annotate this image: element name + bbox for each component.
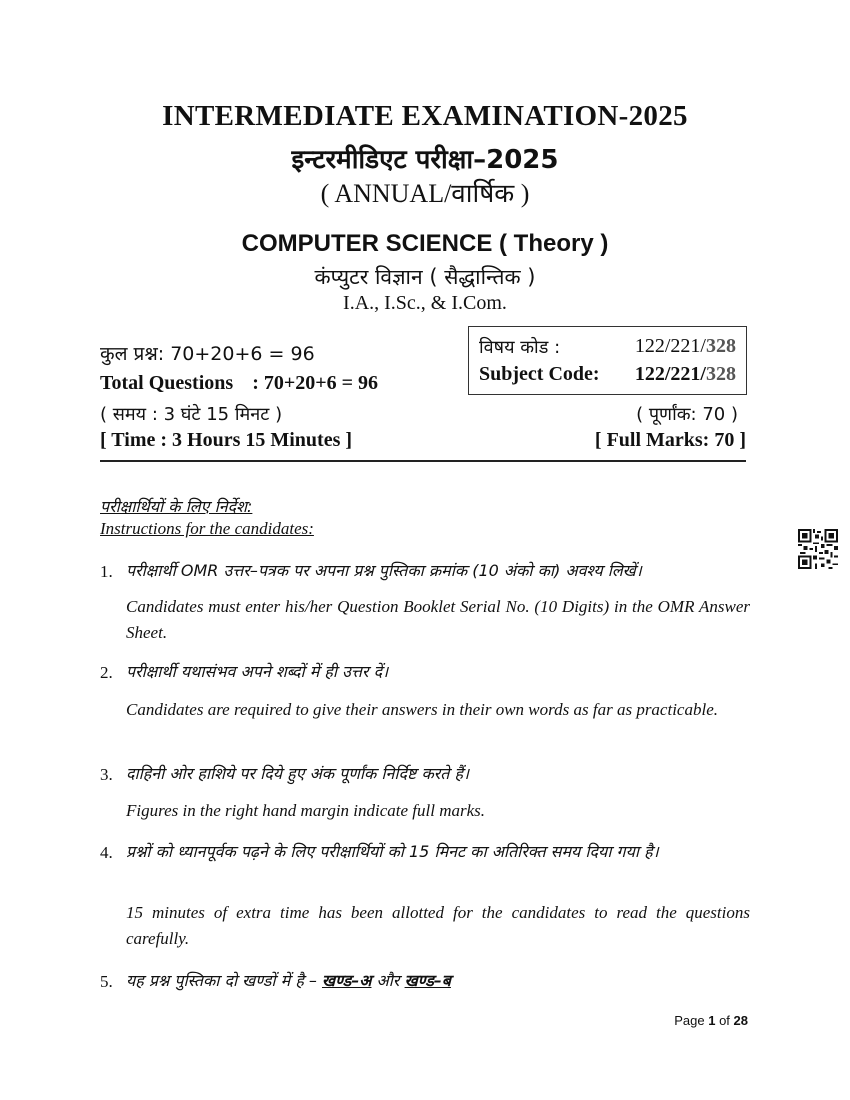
- instruction-1-hindi: परीक्षार्थी OMR उत्तर–पत्रक पर अपना प्रश्न पुस्तिका क्रमांक (10 अंको का) अवश्य लिखें।: [126, 561, 642, 580]
- time-hindi: ( समय : 3 घंटे 15 मिनट ): [100, 404, 283, 425]
- total-questions-english: [100, 372, 378, 395]
- instruction-2-hindi: परीक्षार्थी यथासंभव अपने शब्दों में ही उत्तर दें।: [126, 662, 389, 681]
- instruction-2-english: Candidates are required to give their answers in their own words as far as practicable.: [126, 700, 718, 719]
- exam-title-hindi: इन्टरमीडिएट परीक्षा–2025: [291, 145, 559, 175]
- instruction-number: 2.: [100, 663, 113, 682]
- section-b-label: खण्ड–ब: [404, 971, 451, 990]
- subject-name-english: COMPUTER SCIENCE ( Theory ): [241, 230, 609, 257]
- page-total: 28: [733, 1013, 748, 1028]
- instruction-3-english: Figures in the right hand margin indicate full marks.: [126, 801, 486, 820]
- instruction-5-prefix: यह प्रश्न पुस्तिका दो खण्डों में है –: [126, 971, 322, 990]
- instruction-5-and: और: [371, 971, 405, 990]
- header-divider: [100, 460, 746, 462]
- subject-code-box: [468, 326, 747, 395]
- instruction-4-hindi: प्रश्नों को ध्यानपूर्वक पढ़ने के लिए परीक्षार्थियों को 15 मिनट का अतिरिक्त समय दिया गया है।: [126, 842, 659, 861]
- subject-code-label-english: Subject Code:: [479, 363, 600, 385]
- subject-code-suffix-en: 328: [706, 363, 736, 385]
- total-questions-value: : 70+20+6 = 96: [252, 372, 379, 394]
- instruction-4-english: 15 minutes of extra time has been allotted for the candidates to read the questions carefully.: [126, 903, 750, 948]
- total-questions-hindi: कुल प्रश्न: 70+20+6 = 96: [100, 343, 315, 365]
- subject-courses: I.A., I.Sc., & I.Com.: [343, 292, 507, 314]
- full-marks-hindi: ( पूर्णांक: 70 ): [636, 404, 738, 425]
- instructions-heading-english: Instructions for the candidates:: [100, 519, 314, 538]
- subject-code-suffix: 328: [706, 335, 736, 357]
- instruction-1-english: Candidates must enter his/her Question Booklet Serial No. (10 Digits) in the OMR Answer Sheet.: [126, 597, 750, 642]
- subject-code-prefix: 122/221/: [634, 335, 706, 357]
- exam-type: ( ANNUAL/वार्षिक ): [320, 179, 530, 208]
- instruction-number: 4.: [100, 843, 113, 862]
- instructions-heading-hindi: परीक्षार्थियों के लिए निर्देश:: [100, 497, 253, 516]
- page-number: [674, 1013, 748, 1028]
- instruction-5-hindi: [126, 968, 750, 994]
- exam-title-english: INTERMEDIATE EXAMINATION-2025: [162, 100, 688, 132]
- instruction-3-hindi: दाहिनी ओर हाशिये पर दिये हुए अंक पूर्णांक निर्दिष्ट करते हैं।: [126, 764, 470, 783]
- subject-name-hindi: कंप्युटर विज्ञान ( सैद्धान्तिक ): [314, 265, 536, 289]
- instruction-number: 5.: [100, 972, 113, 991]
- page-label: Page: [674, 1013, 705, 1028]
- full-marks-english: [ Full Marks: 70 ]: [594, 429, 746, 451]
- subject-code-prefix-en: 122/221/: [634, 363, 706, 385]
- subject-code-label-hindi: विषय कोड :: [479, 337, 561, 358]
- instruction-number: 1.: [100, 562, 113, 581]
- page-of: of: [719, 1013, 730, 1028]
- page-current: 1: [708, 1013, 716, 1028]
- qr-code-icon: [798, 528, 838, 570]
- section-a-label: खण्ड–अ: [321, 971, 372, 990]
- total-questions-label: Total Questions: [100, 372, 234, 394]
- time-english: [ Time : 3 Hours 15 Minutes ]: [100, 429, 353, 451]
- instruction-number: 3.: [100, 765, 113, 784]
